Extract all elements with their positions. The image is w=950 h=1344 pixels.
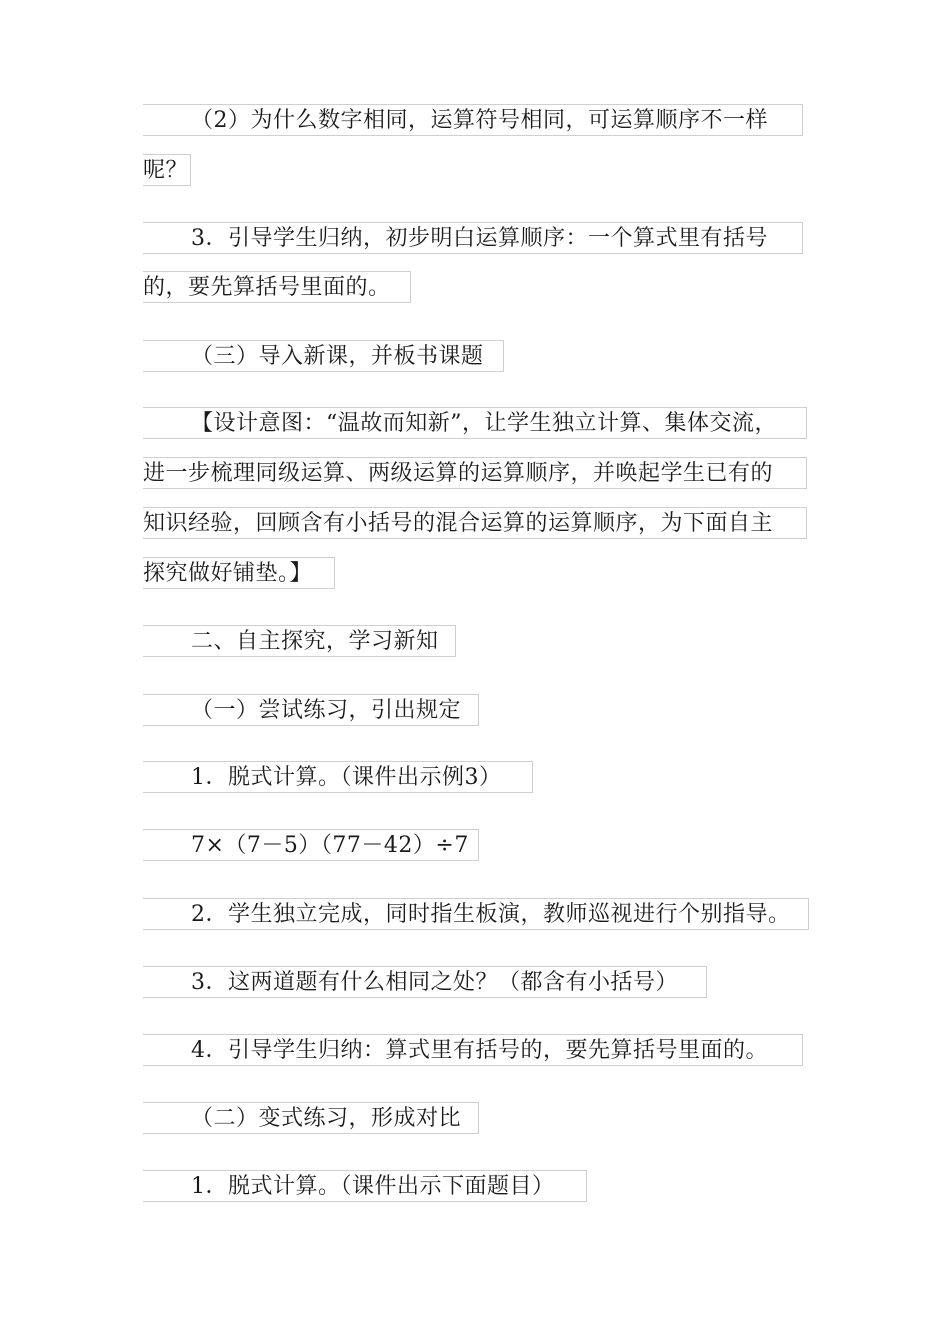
paragraph-line: （2）为什么数字相同，运算符号相同，可运算顺序不一样 (143, 104, 803, 136)
section-heading: 二、自主探究，学习新知 (143, 625, 456, 657)
paragraph-line: 4．引导学生归纳：算式里有括号的，要先算括号里面的。 (143, 1034, 803, 1066)
paragraph-line: 探究做好铺垫。】 (143, 557, 335, 589)
paragraph-line: 1．脱式计算。（课件出示下面题目） (143, 1170, 587, 1202)
math-expression: 7×（7－5）（77－42）÷7 (143, 829, 479, 861)
section-heading: （二）变式练习，形成对比 (143, 1102, 479, 1134)
section-heading: （三）导入新课，并板书课题 (143, 340, 504, 372)
paragraph-line: 【设计意图：“温故而知新”，让学生独立计算、集体交流， (143, 407, 807, 439)
section-heading: （一）尝试练习，引出规定 (143, 694, 479, 726)
paragraph-line: 知识经验，回顾含有小括号的混合运算的运算顺序，为下面自主 (143, 507, 807, 539)
paragraph-line: 2．学生独立完成，同时指生板演，教师巡视进行个别指导。 (143, 898, 809, 930)
paragraph-line: 3．这两道题有什么相同之处？（都含有小括号） (143, 966, 707, 998)
paragraph-line: 1．脱式计算。（课件出示例3） (143, 761, 533, 793)
paragraph-line: 的，要先算括号里面的。 (143, 271, 411, 303)
paragraph-line: 进一步梳理同级运算、两级运算的运算顺序，并唤起学生已有的 (143, 457, 807, 489)
paragraph-line: 呢？ (143, 154, 191, 186)
paragraph-line: 3．引导学生归纳，初步明白运算顺序：一个算式里有括号 (143, 222, 803, 254)
